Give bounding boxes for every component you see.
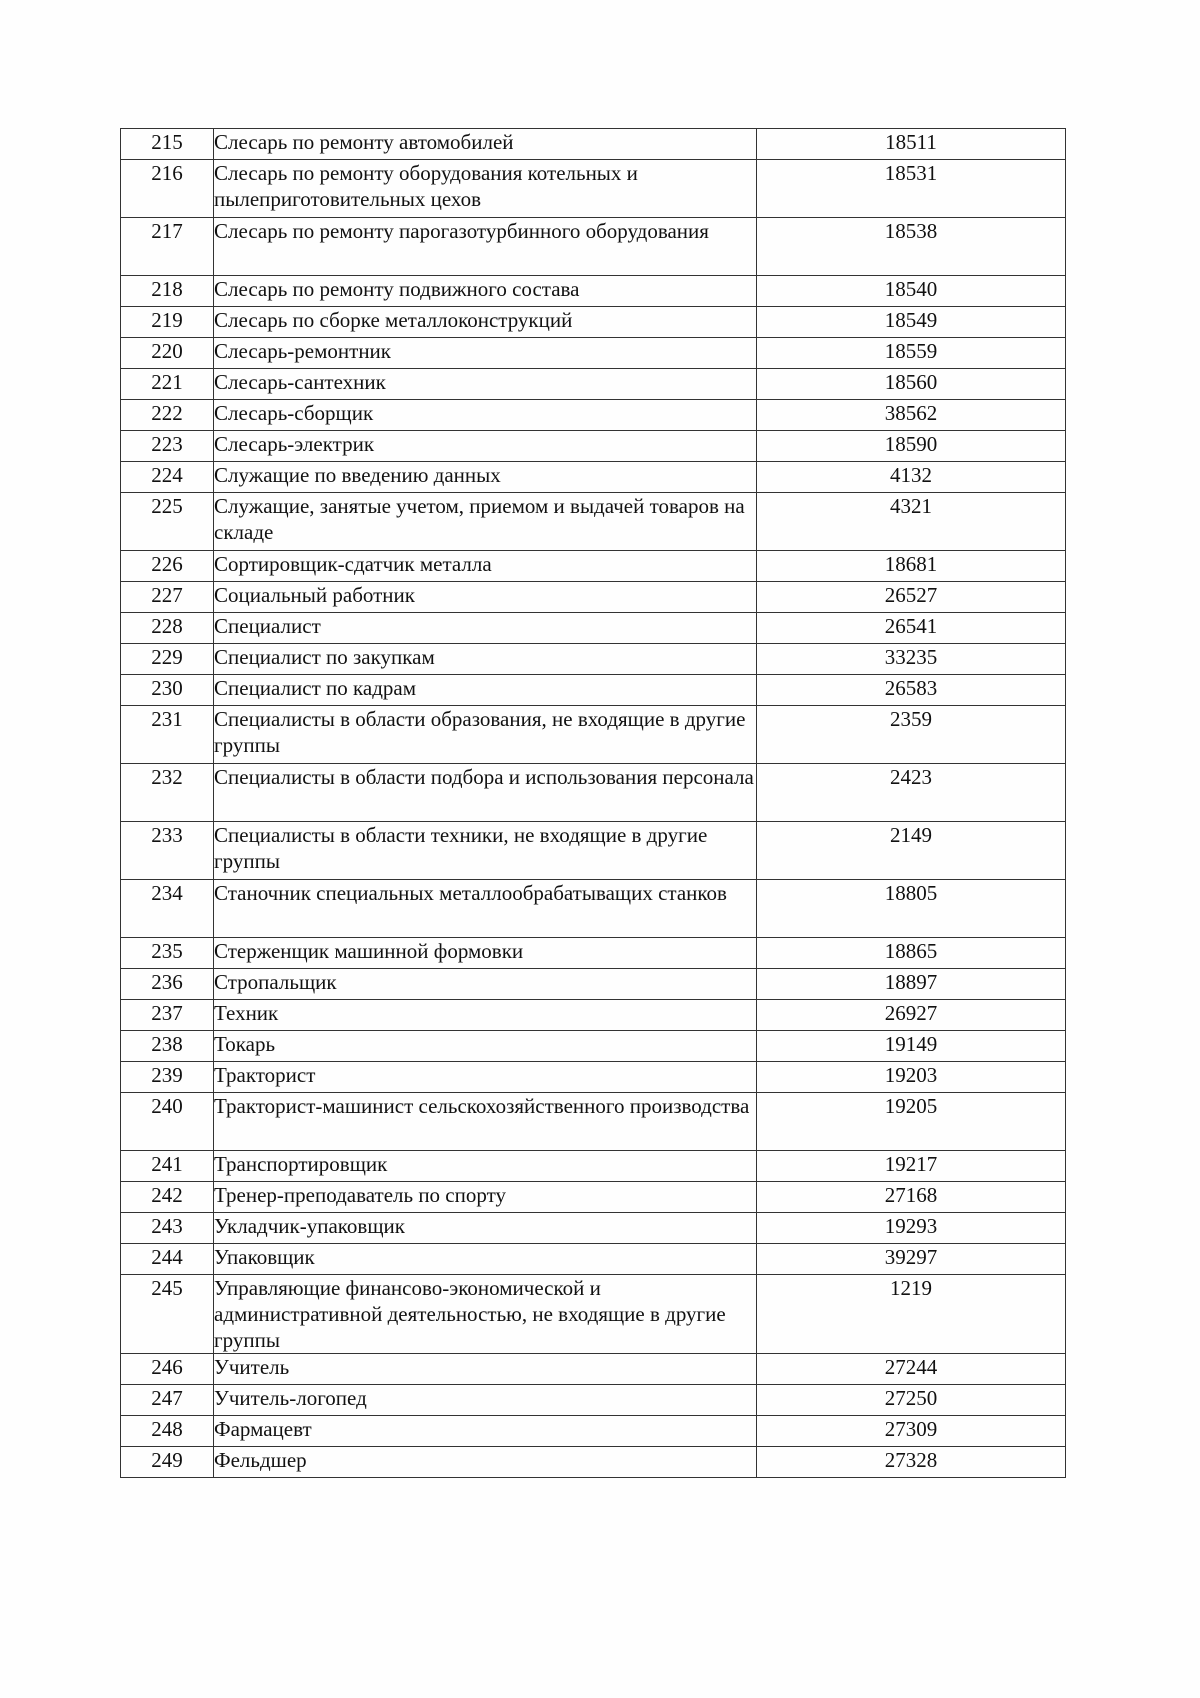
profession-name: Слесарь по ремонту подвижного состава (214, 276, 757, 307)
table-row (121, 1275, 1066, 1354)
profession-code: 27168 (757, 1182, 1066, 1213)
profession-code: 4132 (757, 462, 1066, 493)
profession-name: Учитель-логопед (214, 1385, 757, 1416)
table-row (121, 675, 1066, 706)
table-row (121, 1182, 1066, 1213)
row-number: 236 (121, 969, 214, 1000)
profession-code: 2149 (757, 822, 1066, 880)
profession-name: Тренер-преподаватель по спорту (214, 1182, 757, 1213)
profession-name: Специалист по закупкам (214, 644, 757, 675)
profession-name: Служащие, занятые учетом, приемом и выдачей товаров на складе (214, 493, 757, 551)
profession-code: 18540 (757, 276, 1066, 307)
table-row (121, 276, 1066, 307)
row-number: 242 (121, 1182, 214, 1213)
table-row (121, 969, 1066, 1000)
row-number: 231 (121, 706, 214, 764)
row-number: 244 (121, 1244, 214, 1275)
profession-name: Слесарь-сантехник (214, 369, 757, 400)
profession-code: 27244 (757, 1354, 1066, 1385)
row-number: 219 (121, 307, 214, 338)
profession-code: 19203 (757, 1062, 1066, 1093)
table-body (121, 129, 1066, 1478)
table-row (121, 431, 1066, 462)
profession-name: Специалисты в области техники, не входящие в другие группы (214, 822, 757, 880)
table-row (121, 1385, 1066, 1416)
row-number: 248 (121, 1416, 214, 1447)
table-row (121, 400, 1066, 431)
profession-code: 19205 (757, 1093, 1066, 1151)
table-row (121, 644, 1066, 675)
row-number: 218 (121, 276, 214, 307)
table-row (121, 706, 1066, 764)
profession-code: 27250 (757, 1385, 1066, 1416)
profession-name: Социальный работник (214, 582, 757, 613)
table-row (121, 338, 1066, 369)
table-row (121, 1213, 1066, 1244)
row-number: 237 (121, 1000, 214, 1031)
row-number: 226 (121, 551, 214, 582)
profession-code: 26583 (757, 675, 1066, 706)
table-row (121, 307, 1066, 338)
row-number: 222 (121, 400, 214, 431)
profession-code: 18511 (757, 129, 1066, 160)
profession-name: Укладчик-упаковщик (214, 1213, 757, 1244)
table-row (121, 1093, 1066, 1151)
profession-name: Слесарь по ремонту автомобилей (214, 129, 757, 160)
table-row (121, 218, 1066, 276)
row-number: 227 (121, 582, 214, 613)
profession-name: Стерженщик машинной формовки (214, 938, 757, 969)
row-number: 230 (121, 675, 214, 706)
profession-name: Специалист по кадрам (214, 675, 757, 706)
table-row (121, 129, 1066, 160)
profession-code: 18531 (757, 160, 1066, 218)
row-number: 240 (121, 1093, 214, 1151)
profession-code: 1219 (757, 1275, 1066, 1354)
row-number: 221 (121, 369, 214, 400)
row-number: 225 (121, 493, 214, 551)
table-row (121, 1416, 1066, 1447)
table-row (121, 822, 1066, 880)
profession-code: 18805 (757, 880, 1066, 938)
table-row (121, 1244, 1066, 1275)
table-row (121, 1000, 1066, 1031)
row-number: 229 (121, 644, 214, 675)
profession-name: Стропальщик (214, 969, 757, 1000)
table-row (121, 880, 1066, 938)
profession-code: 27328 (757, 1447, 1066, 1478)
row-number: 249 (121, 1447, 214, 1478)
table-row (121, 1447, 1066, 1478)
profession-code: 38562 (757, 400, 1066, 431)
row-number: 215 (121, 129, 214, 160)
professions-table (120, 128, 1066, 1478)
profession-name: Слесарь по сборке металлоконструкций (214, 307, 757, 338)
profession-name: Сортировщик-сдатчик металла (214, 551, 757, 582)
profession-name: Транспортировщик (214, 1151, 757, 1182)
profession-code: 18590 (757, 431, 1066, 462)
table-row (121, 493, 1066, 551)
profession-code: 39297 (757, 1244, 1066, 1275)
profession-name: Учитель (214, 1354, 757, 1385)
profession-name: Слесарь-сборщик (214, 400, 757, 431)
profession-code: 18549 (757, 307, 1066, 338)
row-number: 243 (121, 1213, 214, 1244)
profession-name: Тракторист (214, 1062, 757, 1093)
profession-code: 18865 (757, 938, 1066, 969)
table-row (121, 551, 1066, 582)
table-row (121, 613, 1066, 644)
table-row (121, 938, 1066, 969)
profession-name: Техник (214, 1000, 757, 1031)
row-number: 228 (121, 613, 214, 644)
table-row (121, 1354, 1066, 1385)
profession-code: 18538 (757, 218, 1066, 276)
row-number: 241 (121, 1151, 214, 1182)
profession-name: Упаковщик (214, 1244, 757, 1275)
profession-name: Токарь (214, 1031, 757, 1062)
row-number: 224 (121, 462, 214, 493)
row-number: 234 (121, 880, 214, 938)
profession-code: 26541 (757, 613, 1066, 644)
row-number: 247 (121, 1385, 214, 1416)
row-number: 223 (121, 431, 214, 462)
profession-name: Специалист (214, 613, 757, 644)
profession-name: Станочник специальных металлообрабатыващих станков (214, 880, 757, 938)
profession-name: Управляющие финансово-экономической и административной деятельностью, не входящие в другие группы (214, 1275, 757, 1354)
profession-code: 26927 (757, 1000, 1066, 1031)
profession-code: 2423 (757, 764, 1066, 822)
profession-code: 18681 (757, 551, 1066, 582)
row-number: 246 (121, 1354, 214, 1385)
profession-code: 2359 (757, 706, 1066, 764)
profession-code: 4321 (757, 493, 1066, 551)
profession-code: 19293 (757, 1213, 1066, 1244)
profession-code: 19217 (757, 1151, 1066, 1182)
row-number: 239 (121, 1062, 214, 1093)
table-row (121, 160, 1066, 218)
profession-name: Фармацевт (214, 1416, 757, 1447)
profession-code: 19149 (757, 1031, 1066, 1062)
row-number: 238 (121, 1031, 214, 1062)
table-row (121, 764, 1066, 822)
table-row (121, 1031, 1066, 1062)
profession-code: 18559 (757, 338, 1066, 369)
table-row (121, 582, 1066, 613)
profession-name: Специалисты в области образования, не входящие в другие группы (214, 706, 757, 764)
profession-code: 33235 (757, 644, 1066, 675)
table-row (121, 462, 1066, 493)
row-number: 220 (121, 338, 214, 369)
row-number: 217 (121, 218, 214, 276)
row-number: 232 (121, 764, 214, 822)
profession-name: Фельдшер (214, 1447, 757, 1478)
row-number: 235 (121, 938, 214, 969)
profession-code: 18560 (757, 369, 1066, 400)
row-number: 245 (121, 1275, 214, 1354)
profession-name: Специалисты в области подбора и использования персонала (214, 764, 757, 822)
profession-name: Слесарь по ремонту парогазотурбинного оборудования (214, 218, 757, 276)
profession-name: Слесарь-ремонтник (214, 338, 757, 369)
profession-code: 18897 (757, 969, 1066, 1000)
profession-name: Слесарь по ремонту оборудования котельных и пылеприготовительных цехов (214, 160, 757, 218)
profession-name: Слесарь-электрик (214, 431, 757, 462)
table-row (121, 1151, 1066, 1182)
row-number: 216 (121, 160, 214, 218)
row-number: 233 (121, 822, 214, 880)
profession-code: 26527 (757, 582, 1066, 613)
profession-code: 27309 (757, 1416, 1066, 1447)
table-row (121, 369, 1066, 400)
profession-name: Служащие по введению данных (214, 462, 757, 493)
table-row (121, 1062, 1066, 1093)
profession-name: Тракторист-машинист сельскохозяйственного производства (214, 1093, 757, 1151)
